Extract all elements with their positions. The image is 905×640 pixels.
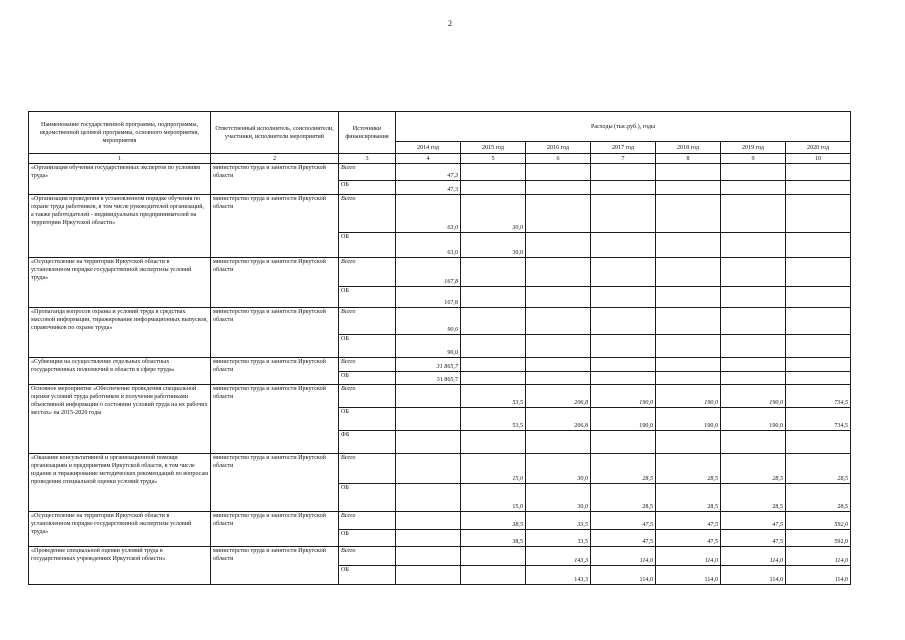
header-executor: Ответственный исполнитель, соисполнители, участники, исполнители мероприятий — [211, 112, 339, 154]
activity-name: «Оказание консультативной и организационной помощи организациям и предприятиям Иркутской области, в том числе издание и тиражирование методических рекомендаций по вопросам проведения специальной оценки условий труда» — [29, 454, 211, 511]
funding-source: ОБ — [339, 335, 396, 358]
expense-value — [526, 195, 591, 233]
expense-value: 90,0 — [396, 335, 461, 358]
expense-value: 30,0 — [461, 195, 526, 233]
header-year: 2014 год — [396, 142, 461, 154]
funding-source: ОБ — [339, 180, 396, 195]
column-number: 5 — [461, 154, 526, 164]
expense-value — [786, 257, 851, 286]
expense-value: 90,0 — [396, 308, 461, 335]
expense-value: 734,5 — [786, 408, 851, 431]
expense-value — [526, 371, 591, 385]
executor: министерство труда и занятости Иркутской области — [211, 385, 339, 454]
expense-value — [461, 308, 526, 335]
table-row — [29, 511, 851, 529]
expense-value — [656, 195, 721, 233]
expense-value — [461, 431, 526, 454]
expense-value: 190,0 — [591, 408, 656, 431]
expense-value — [396, 408, 461, 431]
executor: министерство труда и занятости Иркутской области — [211, 511, 339, 547]
executor: министерство труда и занятости Иркутской области — [211, 257, 339, 307]
expense-value — [786, 335, 851, 358]
expense-value — [721, 308, 786, 335]
funding-source: ОБ — [339, 529, 396, 547]
expense-value: 31 865,7 — [396, 371, 461, 385]
expense-value — [656, 308, 721, 335]
expense-value — [526, 232, 591, 257]
expense-value — [786, 371, 851, 385]
expense-value: 15,0 — [461, 454, 526, 483]
expense-value — [461, 257, 526, 286]
funding-source: Всего — [339, 511, 396, 529]
column-number: 2 — [211, 154, 339, 164]
expense-value — [786, 180, 851, 195]
expense-value — [591, 371, 656, 385]
column-number: 6 — [526, 154, 591, 164]
expense-value: 592,0 — [786, 529, 851, 547]
expense-value: 28,5 — [656, 454, 721, 483]
expense-value: 28,5 — [721, 454, 786, 483]
expense-value — [396, 511, 461, 529]
expense-value: 114,0 — [721, 566, 786, 585]
expense-value: 63,0 — [396, 195, 461, 233]
expense-value: 190,0 — [721, 408, 786, 431]
expense-value — [461, 335, 526, 358]
expense-value — [461, 371, 526, 385]
expense-value: 30,0 — [461, 232, 526, 257]
funding-source: Всего — [339, 358, 396, 372]
expense-value: 38,5 — [461, 511, 526, 529]
header-year: 2016 год — [526, 142, 591, 154]
expense-value — [591, 257, 656, 286]
activity-name: Основное мероприятие «Обеспечение проведения специальной оценки условий труда работников и получения работниками объективной информации о состоянии условий труда на их рабочих местах» на 2015-2020 годы — [29, 385, 211, 454]
expense-value: 15,0 — [461, 483, 526, 511]
header-year: 2019 год — [721, 142, 786, 154]
expense-value: 53,5 — [461, 408, 526, 431]
table-row — [29, 454, 851, 483]
expense-value — [526, 431, 591, 454]
expense-value — [721, 358, 786, 372]
executor: министерство труда и занятости Иркутской области — [211, 454, 339, 511]
expense-value — [656, 358, 721, 372]
expense-value: 63,0 — [396, 232, 461, 257]
expense-value: 33,5 — [526, 529, 591, 547]
expense-value — [656, 335, 721, 358]
funding-source: ОБ — [339, 232, 396, 257]
expense-value — [526, 287, 591, 308]
column-number: 1 — [29, 154, 211, 164]
expense-value: 38,5 — [461, 529, 526, 547]
expense-value: 28,5 — [591, 483, 656, 511]
header-source: Источники финансирования — [339, 112, 396, 154]
expense-value: 47,5 — [591, 511, 656, 529]
funding-source: Всего — [339, 308, 396, 335]
expense-value — [721, 371, 786, 385]
column-number: 7 — [591, 154, 656, 164]
expense-value: 28,5 — [786, 454, 851, 483]
expense-value — [461, 358, 526, 372]
expense-value: 114,0 — [591, 566, 656, 585]
expense-value — [721, 287, 786, 308]
column-number: 9 — [721, 154, 786, 164]
expense-value — [786, 164, 851, 181]
expense-value — [656, 371, 721, 385]
expense-value: 47,3 — [396, 164, 461, 181]
financing-table — [28, 111, 851, 585]
expense-value — [721, 431, 786, 454]
expense-value — [526, 358, 591, 372]
expense-value: 143,3 — [526, 566, 591, 585]
activity-name: «Организация обучения государственных экспертов по условиям труда» — [29, 164, 211, 195]
expense-value — [461, 180, 526, 195]
funding-source: Всего — [339, 195, 396, 233]
expense-value — [461, 164, 526, 181]
expense-value — [721, 232, 786, 257]
expense-value — [461, 287, 526, 308]
executor: министерство труда и занятости Иркутской области — [211, 547, 339, 585]
expense-value — [786, 358, 851, 372]
expense-value: 167,8 — [396, 257, 461, 286]
executor: министерство труда и занятости Иркутской области — [211, 195, 339, 258]
page-number: 2 — [448, 19, 452, 28]
table-row — [29, 547, 851, 566]
header-name: Наименование государственной программы, подпрограммы, ведомственной целевой программы, основного мероприятия, мероприятия — [29, 112, 211, 154]
expense-value — [396, 385, 461, 408]
expense-value — [396, 529, 461, 547]
expense-value: 33,5 — [526, 511, 591, 529]
expense-value — [396, 547, 461, 566]
expense-value — [786, 431, 851, 454]
expense-value — [721, 195, 786, 233]
executor: министерство труда и занятости Иркутской области — [211, 358, 339, 385]
header-year: 2015 год — [461, 142, 526, 154]
expense-value — [591, 180, 656, 195]
expense-value: 206,8 — [526, 385, 591, 408]
expense-value — [721, 164, 786, 181]
expense-value: 114,0 — [656, 566, 721, 585]
expense-value: 190,0 — [591, 385, 656, 408]
expense-value: 28,5 — [786, 483, 851, 511]
expense-value — [526, 308, 591, 335]
expense-value — [526, 164, 591, 181]
table-row — [29, 308, 851, 335]
expense-value: 28,5 — [721, 483, 786, 511]
expense-value — [591, 164, 656, 181]
expense-value: 114,0 — [786, 566, 851, 585]
table-row — [29, 257, 851, 286]
executor: министерство труда и занятости Иркутской области — [211, 164, 339, 195]
funding-source: ОБ — [339, 408, 396, 431]
funding-source: Всего — [339, 454, 396, 483]
expense-value — [526, 257, 591, 286]
expense-value — [396, 483, 461, 511]
activity-name: «Пропаганда вопросов охраны и условий труда в средствах массовой информации, тиражирование информационных выпусков, справочников по охране труда» — [29, 308, 211, 358]
expense-value: 190,0 — [656, 408, 721, 431]
expense-value: 114,0 — [591, 547, 656, 566]
expense-value: 190,0 — [721, 385, 786, 408]
expense-value: 114,0 — [656, 547, 721, 566]
expense-value — [526, 335, 591, 358]
funding-source: Всего — [339, 164, 396, 181]
expense-value — [591, 287, 656, 308]
activity-name: «Осуществление на территории Иркутской области в установленном порядке государственной экспертизы условий труда» — [29, 257, 211, 307]
column-number: 10 — [786, 154, 851, 164]
funding-source: Всего — [339, 547, 396, 566]
table-row — [29, 164, 851, 181]
expense-value — [786, 287, 851, 308]
expense-value: 47,5 — [721, 511, 786, 529]
expense-value: 206,8 — [526, 408, 591, 431]
funding-source: Всего — [339, 257, 396, 286]
expense-value — [656, 431, 721, 454]
activity-name: «Проведение специальной оценки условий труда в государственных учреждениях Иркутской области» — [29, 547, 211, 585]
expense-value: 28,5 — [591, 454, 656, 483]
expense-value — [656, 232, 721, 257]
expense-value: 28,5 — [656, 483, 721, 511]
table-row — [29, 358, 851, 372]
expense-value — [786, 308, 851, 335]
column-number: 3 — [339, 154, 396, 164]
expense-value — [396, 454, 461, 483]
expense-value — [526, 180, 591, 195]
funding-source: Всего — [339, 385, 396, 408]
expense-value — [396, 566, 461, 585]
header-expenses: Расходы (тыс.руб.), годы — [396, 112, 851, 142]
expense-value — [591, 335, 656, 358]
header-year: 2018 год — [656, 142, 721, 154]
expense-value: 143,3 — [526, 547, 591, 566]
expense-value — [591, 195, 656, 233]
column-number: 4 — [396, 154, 461, 164]
column-number: 8 — [656, 154, 721, 164]
funding-source: ОБ — [339, 566, 396, 585]
expense-value — [656, 257, 721, 286]
expense-value: 47,3 — [396, 180, 461, 195]
expense-value: 47,5 — [656, 529, 721, 547]
funding-source: ОБ — [339, 287, 396, 308]
expense-value — [461, 566, 526, 585]
funding-source: ОБ — [339, 483, 396, 511]
activity-name: «Субвенции на осуществление отдельных областных государственных полномочий в области в сфере труда» — [29, 358, 211, 385]
header-year: 2017 год — [591, 142, 656, 154]
expense-value: 734,5 — [786, 385, 851, 408]
expense-value — [786, 232, 851, 257]
expense-value — [591, 232, 656, 257]
expense-value: 47,5 — [721, 529, 786, 547]
activity-name: «Осуществление на территории Иркутской области в установленном порядке государственной экспертизы условий труда» — [29, 511, 211, 547]
expense-value — [721, 180, 786, 195]
expense-value: 31 865,7 — [396, 358, 461, 372]
expense-value — [591, 308, 656, 335]
expense-value: 47,5 — [591, 529, 656, 547]
expense-value — [591, 358, 656, 372]
expense-value: 47,5 — [656, 511, 721, 529]
funding-source: ФБ — [339, 431, 396, 454]
executor: министерство труда и занятости Иркутской области — [211, 308, 339, 358]
expense-value: 114,0 — [721, 547, 786, 566]
funding-source: ОБ — [339, 371, 396, 385]
table-row — [29, 385, 851, 408]
expense-value — [721, 257, 786, 286]
expense-value — [656, 287, 721, 308]
header-year: 2020 год — [786, 142, 851, 154]
expense-value — [656, 164, 721, 181]
expense-value — [461, 547, 526, 566]
expense-value — [786, 195, 851, 233]
expense-value: 53,5 — [461, 385, 526, 408]
expense-value — [721, 335, 786, 358]
expense-value: 30,0 — [526, 454, 591, 483]
expense-value: 190,0 — [656, 385, 721, 408]
expense-value: 30,0 — [526, 483, 591, 511]
expense-value: 114,0 — [786, 547, 851, 566]
expense-value — [396, 431, 461, 454]
expense-value: 592,0 — [786, 511, 851, 529]
expense-value — [656, 180, 721, 195]
activity-name: «Организация проведения в установленном порядке обучения по охране труда работников, в том числе руководителей организаций, а также работодателей - индивидуальных предпринимателей на территории Иркутской области» — [29, 195, 211, 258]
expense-value: 167,8 — [396, 287, 461, 308]
expense-value — [591, 431, 656, 454]
table-row — [29, 195, 851, 233]
